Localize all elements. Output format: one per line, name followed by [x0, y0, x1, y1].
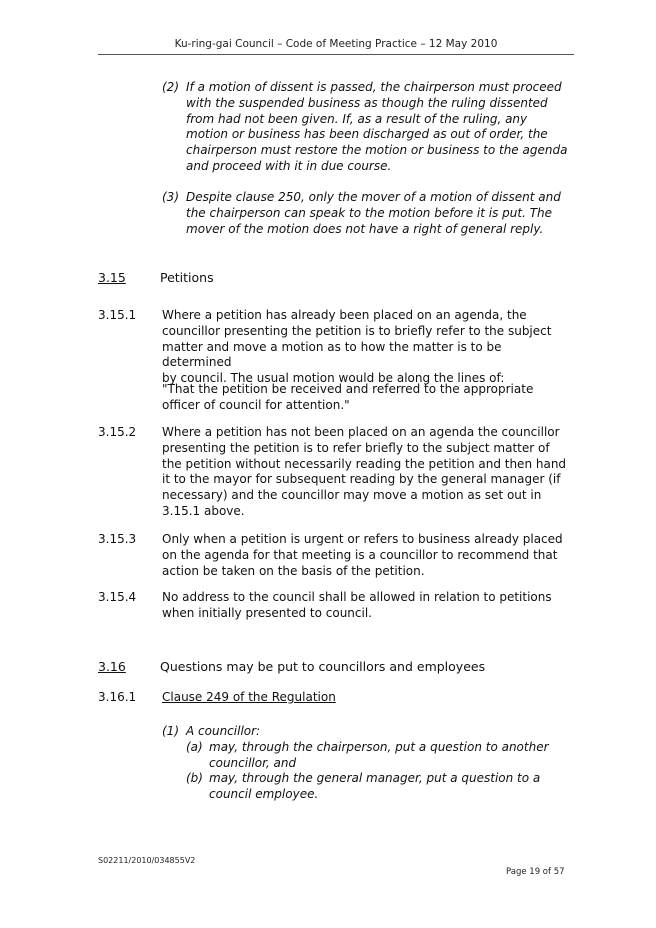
dissent-item-3-text: Despite clause 250, only the mover of a motion of dissent and the chairperson can speak to the motion before it is put. The mover of the motion does not have a right of general reply. — [186, 190, 561, 236]
regulation-subitem-a-text: may, through the chairperson, put a question to another councillor, and — [209, 740, 549, 770]
section-heading-3-16 — [98, 659, 578, 675]
clause-3-15-4-text: No address to the council shall be allowed in relation to petitions when initially presented to council. — [162, 590, 552, 620]
clause-3-15-3-text: Only when a petition is urgent or refers to business already placed on the agenda for that meeting is a councillor to recommend that action be taken on the basis of the petition. — [162, 532, 563, 578]
regulation-item-1-number: (1) — [162, 724, 179, 738]
document-reference: S02211/2010/034855V2 — [98, 856, 196, 865]
section-title: Questions may be put to councillors and employees — [160, 659, 486, 674]
section-heading-3-15 — [98, 270, 578, 286]
clause-number: 3.15.1 — [98, 308, 137, 322]
clause-number: 3.15.2 — [98, 425, 137, 439]
page-header: Ku-ring-gai Council – Code of Meeting Practice – 12 May 2010 — [98, 36, 574, 55]
page-number: Page 19 of 57 — [506, 867, 565, 877]
section-title: Petitions — [160, 270, 214, 285]
clause-3-16-1-title: Clause 249 of the Regulation — [162, 690, 336, 704]
clause-number: 3.15.4 — [98, 590, 137, 604]
clause-number: 3.15.3 — [98, 532, 137, 546]
dissent-item-2-number: (2) — [162, 80, 179, 94]
section-number: 3.15 — [98, 270, 126, 285]
regulation-subitem-a-number: (a) — [186, 740, 203, 754]
clause-3-15-2-text: Where a petition has not been placed on an agenda the councillor presenting the petition is to refer briefly to the subject matter of the petition without necessarily reading the petition and then hand it to the mayor for subsequent reading by the general manager (if necessary) and the councillor may move a motion as set out in 3.15.1 above. — [162, 425, 567, 518]
clause-number: 3.16.1 — [98, 690, 137, 704]
clause-3-15-1-motion-quote: "That the petition be received and referred to the appropriate officer of council for attention." — [162, 382, 534, 412]
section-number: 3.16 — [98, 659, 126, 674]
dissent-item-2-text: If a motion of dissent is passed, the chairperson must proceed with the suspended business as though the ruling dissented from had not been given. If, as a result of the ruling, any motion or business has been discharged as out of order, the chairperson must restore the motion or business to the agenda and proceed with it in due course. — [186, 80, 568, 173]
regulation-subitem-b-number: (b) — [186, 771, 203, 785]
dissent-item-3-number: (3) — [162, 190, 179, 204]
clause-3-15-1-text: Where a petition has already been placed on an agenda, the councillor presenting the petition is to briefly refer to the subject matter and move a motion as to how the matter is to be determined by council. The usual motion would be along the lines of: — [162, 308, 552, 386]
regulation-item-1-text: A councillor: — [186, 724, 261, 738]
regulation-subitem-b-text: may, through the general manager, put a question to a council employee. — [209, 771, 541, 801]
